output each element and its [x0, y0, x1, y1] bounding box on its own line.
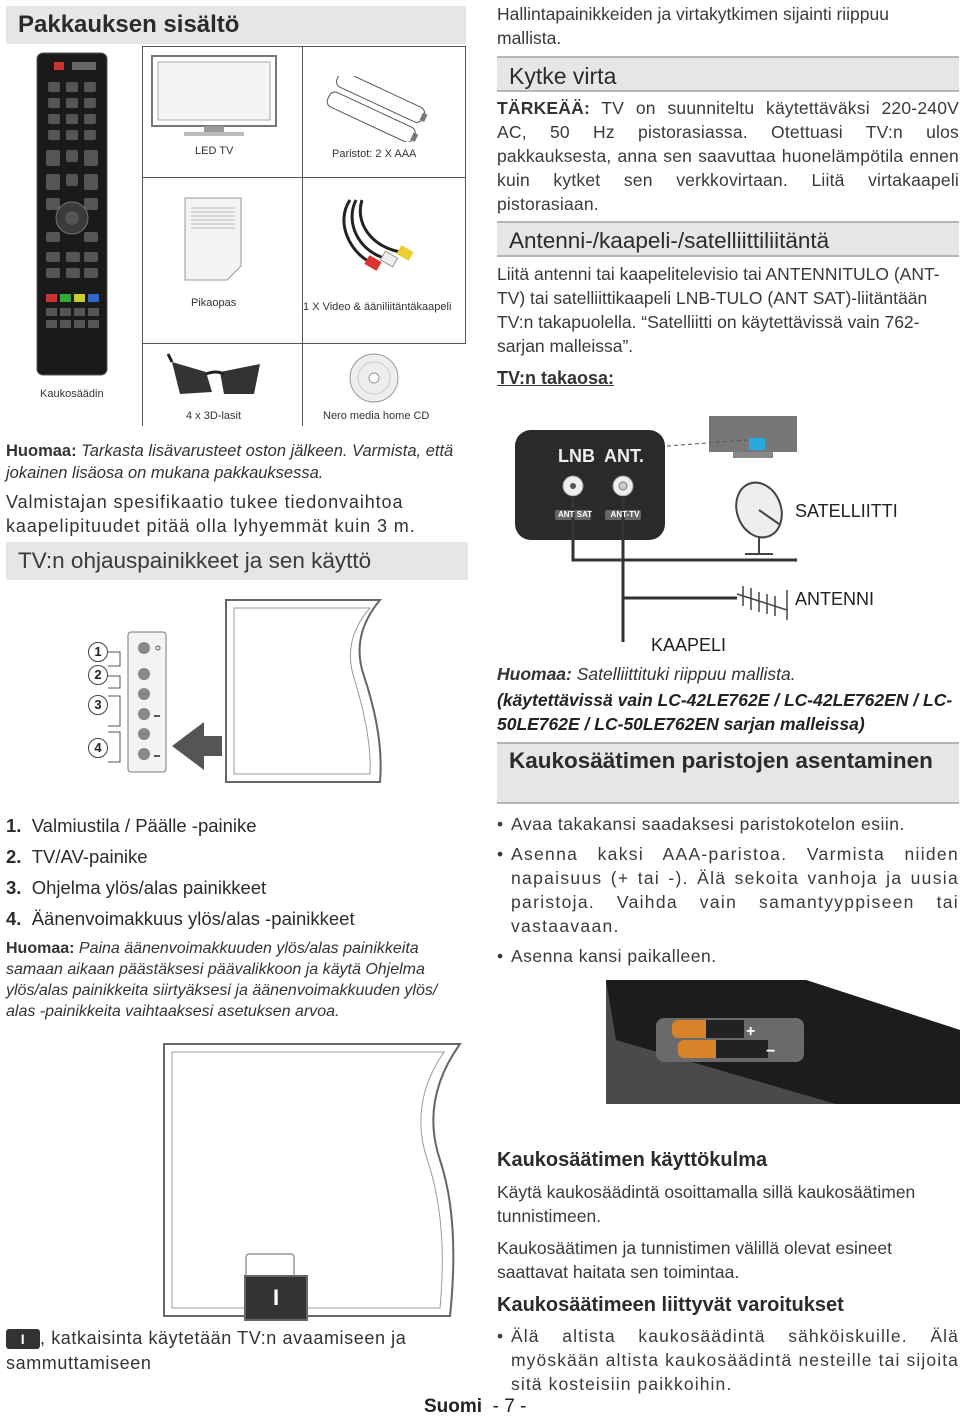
control-button-circle-1: 1 — [88, 642, 108, 662]
volume-menu-note — [6, 938, 470, 1022]
cable-label: KAAPELI — [651, 635, 727, 655]
tv-rear-label: TV:n takaosa: — [497, 368, 615, 388]
list-item: 4. Äänenvoimakkuus ylös/alas -painikkeet — [6, 908, 355, 929]
led-tv-image — [150, 54, 278, 138]
list-item: • Asenna kaksi AAA-paristoa. Varmista niiden napaisuus (+ tai -). Älä sekoita vanhoja ja uusia paristoja. Vaihda vain samantyyppiseen tai vastaavaan. — [497, 842, 959, 938]
glasses-caption: 4 x 3D-lasit — [186, 410, 242, 422]
power-text: TÄRKEÄÄ: TV on suunniteltu käytettäväksi 220-240V AC, 50 Hz pistorasiassa. Otettuasi TV:n ulos pakkauksesta, anna sen saavuttaa huonelämpötila ennen kuin kytket sen verkkovirtaan. Liitä virtakaapeli pistorasiaan. — [497, 98, 959, 214]
cd-caption: Nero media home CD — [323, 410, 430, 422]
lnb-label: LNB — [558, 446, 595, 466]
note-text: Paina äänenvoimakkuuden ylös/alas painikkeita samaan aikaan päästäksesi päävalikkoon ja käytä Ohjelma ylös/alas painikkeita siirtyäksesi ja äänenvoimakkuuden ylös/ alas -painikkeita vaihtaaksesi asetuksen arvoa. — [6, 940, 438, 1020]
note-label: Huomaa: — [6, 442, 77, 460]
note-label: Huomaa: — [6, 940, 75, 957]
control-button-circle-3: 3 — [88, 695, 108, 715]
controls-section-title: TV:n ohjauspainikkeet ja sen käyttö — [6, 542, 468, 580]
cd-image — [348, 352, 400, 404]
power-section-title: Kytke virta — [497, 56, 959, 92]
remote-angle-text-2: Kaukosäätimen ja tunnistimen välillä olevat esineet saattavat haitata sen toimintaa. — [497, 1238, 892, 1282]
remote-angle-text-1: Käytä kaukosäädintä osoittamalla sillä kaukosäätimen tunnistimeen. — [497, 1182, 916, 1226]
antenna-section-title: Antenni-/kaapeli-/satelliittiliitäntä — [497, 221, 959, 257]
ant-label: ANT. — [604, 446, 644, 466]
satellite-label: SATELLIITTI — [795, 501, 898, 521]
page-footer — [424, 1395, 526, 1419]
av-cable-caption: 1 X Video & ääniliitäntäkaapeli — [303, 301, 452, 313]
remote-angle-title: Kaukosäätimen käyttökulma — [497, 1149, 768, 1171]
power-switch-description — [6, 1326, 470, 1376]
package-contents-title: Pakkauksen sisältö — [6, 6, 466, 44]
batteries-caption: Paristot: 2 X AAA — [332, 148, 417, 160]
switch-text: , katkaisinta käytetään TV:n avaamiseen ja sammuttamiseen — [6, 1328, 407, 1373]
glasses-image — [166, 352, 266, 404]
av-cable-image — [330, 192, 420, 288]
accessories-note — [6, 440, 468, 484]
svg-text:−: − — [766, 1043, 776, 1060]
led-tv-caption: LED TV — [195, 145, 234, 157]
remote-warning-title: Kaukosäätimeen liittyvät varoitukset — [497, 1294, 844, 1316]
model-availability-note: (käytettävissä vain LC-42LE762E / LC-42LE762EN / LC-50LE762E / LC-50LE762EN sarjan malleissa) — [497, 690, 953, 734]
list-item: • Avaa takakansi saadaksesi paristokotelon esiin. — [497, 812, 959, 836]
footer-page-number: - 7 - — [492, 1396, 527, 1417]
svg-text:+: + — [746, 1023, 756, 1040]
tv-side-panel-diagram — [160, 1040, 470, 1320]
antenna-label: ANTENNI — [795, 589, 875, 609]
control-button-circle-4: 4 — [88, 738, 108, 758]
ant-tv-label: ANT-TV — [610, 510, 640, 519]
battery-install-photo — [606, 980, 960, 1104]
control-button-list — [6, 810, 468, 934]
list-item: 2. TV/AV-painike — [6, 846, 148, 867]
ant-sat-label: ANT SAT — [557, 510, 593, 519]
control-location-note: Hallintapainikkeiden ja virtakytkimen sijainti riippuu mallista. — [497, 4, 889, 48]
important-label: TÄRKEÄÄ: — [497, 98, 590, 118]
remote-caption: Kaukosäädin — [40, 388, 104, 400]
satellite-note: Huomaa: Satelliittituki riippuu mallista. — [497, 664, 796, 684]
list-item: 3. Ohjelma ylös/alas painikkeet — [6, 877, 267, 898]
battery-section-title: Kaukosäätimen paristojen asentaminen — [497, 742, 959, 804]
list-item: • Asenna kansi paikalleen. — [497, 944, 959, 968]
list-item: 1. Valmiustila / Päälle -painike — [6, 815, 257, 836]
cable-spec-text: Valmistajan spesifikaatio tukee tiedonvaihtoa kaapelipituudet pitää olla lyhyemmät kuin 3 m. — [6, 492, 416, 536]
remote-warning-list — [497, 1324, 959, 1402]
antenna-text: Liitä antenni tai kaapelitelevisio tai ANTENNITULO (ANT-TV) tai satelliittikaapeli LNB-TULO (ANT SAT)-liitäntään TV:n takapuolella. “Satelliitti on käytettävissä vain 762-sarjan malleissa”. — [497, 264, 940, 356]
small-switch-icon: I — [6, 1329, 40, 1349]
battery-steps — [497, 812, 959, 974]
power-switch-icon[interactable]: I — [244, 1275, 308, 1321]
quick-guide-caption: Pikaopas — [191, 297, 237, 309]
remote-control-image — [36, 52, 108, 376]
batteries-image — [320, 76, 430, 142]
list-item: • Älä altista kaukosäädintä sähköiskuille. Älä myöskään altista kaukosäädintä nesteille tai sijoita sitä kosteisiin paikkoihin. — [497, 1324, 959, 1396]
control-button-circle-2: 2 — [88, 665, 108, 685]
tv-control-buttons-diagram — [80, 596, 410, 796]
quick-guide-image — [183, 196, 243, 282]
note-text: Tarkasta lisävarusteet oston jälkeen. Varmista, että jokainen lisäosa on mukana pakkauksessa. — [6, 442, 454, 482]
footer-language: Suomi — [424, 1396, 483, 1417]
